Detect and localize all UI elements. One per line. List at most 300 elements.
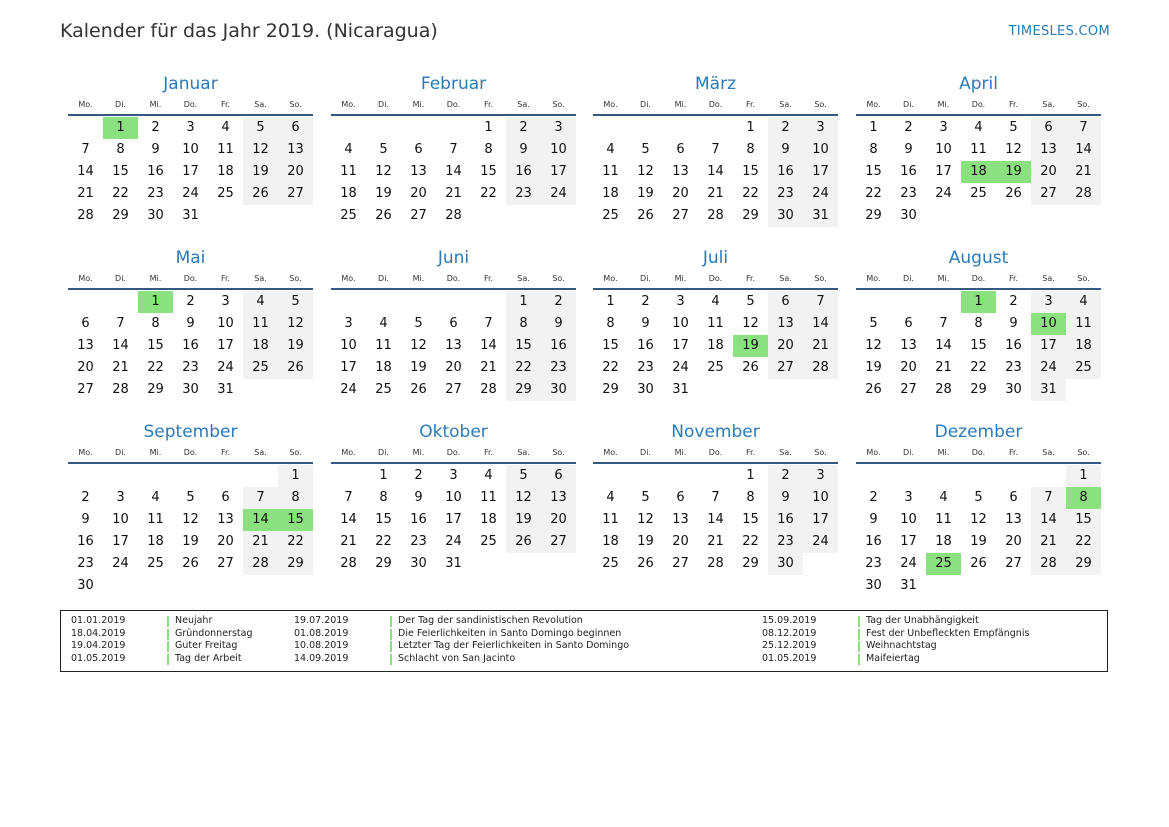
day-cell: 16 bbox=[506, 161, 541, 183]
weekday-header bbox=[331, 270, 576, 290]
day-grid bbox=[856, 465, 1101, 597]
weekday-label: So. bbox=[814, 100, 827, 109]
day-cell: 5 bbox=[414, 316, 423, 331]
day-cell: 7 bbox=[711, 142, 720, 157]
day-cell: 28 bbox=[445, 208, 462, 223]
day-cell: 25 bbox=[707, 360, 724, 375]
day-cell: 24 bbox=[1031, 357, 1066, 379]
day-cell: 11 bbox=[707, 316, 724, 331]
day-cell: 11 bbox=[935, 512, 952, 527]
day-cell: 15 bbox=[480, 164, 497, 179]
weekday-label: Fr. bbox=[745, 100, 756, 109]
day-cell: 26 bbox=[970, 556, 987, 571]
day-cell: 11 bbox=[970, 142, 987, 157]
day-cell: 28 bbox=[707, 208, 724, 223]
day-cell: 22 bbox=[865, 186, 882, 201]
day-grid bbox=[68, 117, 313, 227]
empty-cell bbox=[996, 465, 1031, 487]
day-cell: 27 bbox=[217, 556, 234, 571]
month-9 bbox=[68, 420, 313, 597]
weekday-label: Fr. bbox=[1008, 448, 1019, 457]
weekday-label: Mo. bbox=[603, 448, 618, 457]
empty-cell bbox=[173, 465, 208, 487]
day-cell: 2 bbox=[1009, 294, 1018, 309]
day-cell: 23 bbox=[768, 183, 803, 205]
day-cell: 25 bbox=[1066, 357, 1101, 379]
day-cell: 7 bbox=[484, 316, 493, 331]
day-cell: 5 bbox=[641, 142, 650, 157]
day-cell: 11 bbox=[480, 490, 497, 505]
day-cell: 20 bbox=[1031, 161, 1066, 183]
day-cell: 29 bbox=[506, 379, 541, 401]
weekday-label: Di. bbox=[115, 100, 126, 109]
day-cell: 24 bbox=[672, 360, 689, 375]
month-8 bbox=[856, 246, 1101, 401]
month-name: Dezember bbox=[934, 422, 1023, 442]
day-cell: 21 bbox=[935, 360, 952, 375]
day-cell: 5 bbox=[974, 490, 983, 505]
day-cell: 24 bbox=[340, 382, 357, 397]
empty-cell bbox=[331, 291, 366, 313]
day-cell: 19 bbox=[375, 186, 392, 201]
holiday-marker bbox=[167, 629, 169, 640]
day-cell: 18 bbox=[147, 534, 164, 549]
holiday-row bbox=[294, 628, 629, 641]
day-cell: 16 bbox=[182, 338, 199, 353]
day-cell: 17 bbox=[672, 338, 689, 353]
day-grid bbox=[331, 465, 576, 575]
day-cell: 16 bbox=[637, 338, 654, 353]
month-name: November bbox=[671, 422, 760, 442]
day-cell: 25 bbox=[147, 556, 164, 571]
day-grid bbox=[856, 291, 1101, 401]
day-cell: 11 bbox=[1066, 313, 1101, 335]
day-cell: 9 bbox=[1009, 316, 1018, 331]
weekday-label: Mo. bbox=[341, 448, 356, 457]
weekday-label: Sa. bbox=[254, 448, 267, 457]
day-cell: 8 bbox=[974, 316, 983, 331]
weekday-header bbox=[68, 270, 313, 290]
day-cell: 8 bbox=[379, 490, 388, 505]
weekday-label: Do. bbox=[446, 274, 461, 283]
empty-cell bbox=[926, 465, 961, 487]
month-name: Mai bbox=[175, 248, 206, 268]
weekday-label: Di. bbox=[378, 448, 389, 457]
weekday-label: Do. bbox=[183, 448, 198, 457]
holiday-day-cell: 8 bbox=[1066, 487, 1101, 509]
weekday-label: Mi. bbox=[412, 448, 425, 457]
day-cell: 27 bbox=[672, 208, 689, 223]
weekday-label: Sa. bbox=[1042, 448, 1055, 457]
day-cell: 9 bbox=[869, 512, 878, 527]
day-cell: 8 bbox=[151, 316, 160, 331]
day-cell: 16 bbox=[768, 161, 803, 183]
weekday-label: Fr. bbox=[745, 448, 756, 457]
holiday-row bbox=[71, 640, 252, 653]
day-cell: 28 bbox=[707, 556, 724, 571]
day-cell: 31 bbox=[445, 556, 462, 571]
weekday-header bbox=[593, 96, 838, 116]
day-cell: 21 bbox=[445, 186, 462, 201]
day-cell: 7 bbox=[939, 316, 948, 331]
day-cell: 28 bbox=[1031, 553, 1066, 575]
day-cell: 15 bbox=[742, 512, 759, 527]
day-cell: 31 bbox=[900, 578, 917, 593]
day-cell: 4 bbox=[221, 120, 230, 135]
holiday-row bbox=[71, 628, 252, 641]
holiday-date: 19.07.2019 bbox=[294, 615, 349, 626]
day-cell: 6 bbox=[449, 316, 458, 331]
day-cell: 27 bbox=[672, 556, 689, 571]
empty-cell bbox=[1031, 465, 1066, 487]
day-cell: 4 bbox=[484, 468, 493, 483]
day-cell: 22 bbox=[970, 360, 987, 375]
day-cell: 7 bbox=[711, 490, 720, 505]
day-cell: 11 bbox=[340, 164, 357, 179]
day-cell: 5 bbox=[379, 142, 388, 157]
day-cell: 11 bbox=[375, 338, 392, 353]
day-cell: 5 bbox=[243, 117, 278, 139]
day-cell: 12 bbox=[865, 338, 882, 353]
month-name: Januar bbox=[163, 74, 218, 94]
holiday-date: 01.05.2019 bbox=[762, 652, 817, 664]
weekday-label: Do. bbox=[183, 274, 198, 283]
day-cell: 30 bbox=[900, 208, 917, 223]
holiday-column bbox=[71, 615, 252, 665]
empty-cell bbox=[331, 117, 366, 139]
day-cell: 10 bbox=[445, 490, 462, 505]
weekday-label: Di. bbox=[378, 100, 389, 109]
empty-cell bbox=[698, 465, 733, 487]
day-cell: 9 bbox=[186, 316, 195, 331]
day-cell: 25 bbox=[602, 208, 619, 223]
weekday-label: Mi. bbox=[149, 448, 162, 457]
weekday-label: So. bbox=[814, 448, 827, 457]
weekday-header bbox=[593, 270, 838, 290]
day-cell: 24 bbox=[541, 183, 576, 205]
holiday-column bbox=[762, 615, 1029, 665]
weekday-label: Di. bbox=[115, 274, 126, 283]
holiday-name: Letzter Tag der Feierlichkeiten in Santo Domingo bbox=[398, 640, 630, 651]
day-cell: 12 bbox=[637, 164, 654, 179]
day-cell: 16 bbox=[900, 164, 917, 179]
day-cell: 14 bbox=[340, 512, 357, 527]
day-cell: 18 bbox=[935, 534, 952, 549]
weekday-label: Do. bbox=[708, 100, 723, 109]
day-cell: 14 bbox=[1066, 139, 1101, 161]
day-cell: 16 bbox=[541, 335, 576, 357]
day-cell: 13 bbox=[278, 139, 313, 161]
day-cell: 30 bbox=[182, 382, 199, 397]
weekday-label: Do. bbox=[446, 448, 461, 457]
day-cell: 12 bbox=[637, 512, 654, 527]
holiday-row bbox=[71, 615, 252, 628]
empty-cell bbox=[68, 117, 103, 139]
weekday-label: Mo. bbox=[78, 100, 93, 109]
holiday-date: 15.09.2019 bbox=[762, 615, 817, 626]
day-cell: 4 bbox=[606, 490, 615, 505]
holiday-date: 01.08.2019 bbox=[294, 627, 349, 639]
weekday-label: Mi. bbox=[937, 100, 950, 109]
day-cell: 25 bbox=[217, 186, 234, 201]
weekday-label: Fr. bbox=[1008, 100, 1019, 109]
day-cell: 30 bbox=[637, 382, 654, 397]
day-cell: 2 bbox=[768, 465, 803, 487]
day-cell: 31 bbox=[672, 382, 689, 397]
weekday-header bbox=[331, 444, 576, 464]
day-cell: 18 bbox=[707, 338, 724, 353]
weekday-label: Mo. bbox=[78, 274, 93, 283]
day-cell: 30 bbox=[1005, 382, 1022, 397]
day-cell: 30 bbox=[768, 205, 803, 227]
month-name: April bbox=[959, 74, 998, 94]
day-grid bbox=[68, 291, 313, 401]
day-cell: 23 bbox=[1005, 360, 1022, 375]
day-cell: 5 bbox=[278, 291, 313, 313]
holiday-marker bbox=[167, 641, 169, 652]
month-5 bbox=[68, 246, 313, 401]
day-cell: 10 bbox=[217, 316, 234, 331]
day-cell: 13 bbox=[768, 313, 803, 335]
day-grid bbox=[593, 465, 838, 575]
day-cell: 22 bbox=[480, 186, 497, 201]
holiday-marker bbox=[858, 654, 860, 665]
day-cell: 22 bbox=[375, 534, 392, 549]
weekday-label: Mi. bbox=[937, 274, 950, 283]
day-cell: 3 bbox=[803, 465, 838, 487]
weekday-label: Mo. bbox=[866, 274, 881, 283]
day-cell: 17 bbox=[112, 534, 129, 549]
empty-cell bbox=[68, 291, 103, 313]
day-cell: 8 bbox=[278, 487, 313, 509]
day-cell: 26 bbox=[1005, 186, 1022, 201]
holiday-date: 01.05.2019 bbox=[71, 652, 126, 664]
day-cell: 10 bbox=[803, 139, 838, 161]
holiday-name: Neujahr bbox=[175, 615, 213, 626]
day-cell: 31 bbox=[1031, 379, 1066, 401]
empty-cell bbox=[663, 117, 698, 139]
weekday-label: Fr. bbox=[220, 274, 231, 283]
holiday-name: Fest der Unbefleckten Empfängnis bbox=[866, 627, 1030, 639]
day-cell: 27 bbox=[541, 531, 576, 553]
day-cell: 14 bbox=[803, 313, 838, 335]
day-cell: 22 bbox=[112, 186, 129, 201]
weekday-label: So. bbox=[289, 100, 302, 109]
day-cell: 26 bbox=[865, 382, 882, 397]
day-cell: 30 bbox=[768, 553, 803, 575]
day-cell: 25 bbox=[970, 186, 987, 201]
day-cell: 12 bbox=[243, 139, 278, 161]
day-cell: 19 bbox=[865, 360, 882, 375]
weekday-label: Sa. bbox=[517, 274, 530, 283]
empty-cell bbox=[961, 465, 996, 487]
weekday-label: Sa. bbox=[254, 100, 267, 109]
day-cell: 27 bbox=[77, 382, 94, 397]
day-grid bbox=[68, 465, 313, 597]
day-cell: 20 bbox=[672, 186, 689, 201]
day-cell: 28 bbox=[112, 382, 129, 397]
day-grid bbox=[856, 117, 1101, 227]
holiday-day-cell: 15 bbox=[278, 509, 313, 531]
weekday-label: So. bbox=[552, 100, 565, 109]
day-cell: 12 bbox=[742, 316, 759, 331]
weekday-label: Do. bbox=[183, 100, 198, 109]
day-cell: 4 bbox=[344, 142, 353, 157]
day-cell: 18 bbox=[602, 534, 619, 549]
day-cell: 14 bbox=[707, 512, 724, 527]
day-cell: 29 bbox=[375, 556, 392, 571]
weekday-label: Di. bbox=[903, 448, 914, 457]
day-cell: 15 bbox=[506, 335, 541, 357]
holiday-day-cell: 19 bbox=[996, 161, 1031, 183]
day-cell: 28 bbox=[935, 382, 952, 397]
day-cell: 3 bbox=[449, 468, 458, 483]
weekday-label: Di. bbox=[903, 100, 914, 109]
holiday-day-cell: 19 bbox=[733, 335, 768, 357]
day-cell: 4 bbox=[974, 120, 983, 135]
day-cell: 8 bbox=[116, 142, 125, 157]
holiday-date: 14.09.2019 bbox=[294, 652, 349, 664]
day-cell: 21 bbox=[707, 534, 724, 549]
day-cell: 16 bbox=[768, 509, 803, 531]
holiday-marker bbox=[858, 629, 860, 640]
weekday-label: So. bbox=[289, 448, 302, 457]
holiday-row bbox=[762, 628, 1029, 641]
day-cell: 27 bbox=[768, 357, 803, 379]
weekday-label: Fr. bbox=[220, 100, 231, 109]
weekday-label: Mo. bbox=[603, 100, 618, 109]
holiday-name: Tag der Arbeit bbox=[175, 652, 242, 664]
weekday-label: Di. bbox=[903, 274, 914, 283]
day-cell: 21 bbox=[480, 360, 497, 375]
day-cell: 15 bbox=[970, 338, 987, 353]
day-cell: 4 bbox=[606, 142, 615, 157]
day-cell: 21 bbox=[243, 531, 278, 553]
day-cell: 3 bbox=[541, 117, 576, 139]
day-cell: 10 bbox=[803, 487, 838, 509]
weekday-label: Mo. bbox=[341, 274, 356, 283]
day-cell: 17 bbox=[217, 338, 234, 353]
day-cell: 17 bbox=[935, 164, 952, 179]
day-cell: 8 bbox=[869, 142, 878, 157]
holiday-day-cell: 18 bbox=[961, 161, 996, 183]
holiday-row bbox=[762, 615, 1029, 628]
day-cell: 15 bbox=[147, 338, 164, 353]
day-cell: 26 bbox=[278, 357, 313, 379]
day-cell: 17 bbox=[541, 161, 576, 183]
day-cell: 14 bbox=[445, 164, 462, 179]
weekday-label: Di. bbox=[378, 274, 389, 283]
day-cell: 2 bbox=[904, 120, 913, 135]
empty-cell bbox=[891, 291, 926, 313]
day-cell: 15 bbox=[865, 164, 882, 179]
day-cell: 3 bbox=[344, 316, 353, 331]
day-cell: 28 bbox=[1066, 183, 1101, 205]
weekday-label: So. bbox=[552, 448, 565, 457]
day-cell: 4 bbox=[711, 294, 720, 309]
day-cell: 11 bbox=[217, 142, 234, 157]
day-cell: 23 bbox=[147, 186, 164, 201]
month-12 bbox=[856, 420, 1101, 597]
day-cell: 21 bbox=[1066, 161, 1101, 183]
day-cell: 9 bbox=[151, 142, 160, 157]
weekday-label: Sa. bbox=[517, 448, 530, 457]
day-cell: 27 bbox=[278, 183, 313, 205]
day-cell: 26 bbox=[410, 382, 427, 397]
day-cell: 2 bbox=[186, 294, 195, 309]
empty-cell bbox=[593, 117, 628, 139]
empty-cell bbox=[436, 117, 471, 139]
holiday-row bbox=[294, 615, 629, 628]
day-cell: 11 bbox=[602, 512, 619, 527]
day-cell: 3 bbox=[904, 490, 913, 505]
day-cell: 18 bbox=[602, 186, 619, 201]
month-1 bbox=[68, 72, 313, 227]
day-cell: 29 bbox=[1066, 553, 1101, 575]
empty-cell bbox=[331, 465, 366, 487]
day-cell: 23 bbox=[768, 531, 803, 553]
day-cell: 13 bbox=[445, 338, 462, 353]
day-cell: 19 bbox=[243, 161, 278, 183]
weekday-label: Sa. bbox=[1042, 274, 1055, 283]
empty-cell bbox=[856, 291, 891, 313]
day-cell: 2 bbox=[506, 117, 541, 139]
day-cell: 11 bbox=[602, 164, 619, 179]
weekday-label: Mi. bbox=[412, 274, 425, 283]
day-cell: 24 bbox=[803, 531, 838, 553]
day-cell: 12 bbox=[506, 487, 541, 509]
weekday-label: Sa. bbox=[779, 274, 792, 283]
day-cell: 2 bbox=[541, 291, 576, 313]
month-name: Juni bbox=[437, 248, 470, 268]
day-cell: 17 bbox=[182, 164, 199, 179]
day-cell: 21 bbox=[112, 360, 129, 375]
day-cell: 17 bbox=[900, 534, 917, 549]
weekday-header bbox=[68, 96, 313, 116]
day-cell: 13 bbox=[217, 512, 234, 527]
day-cell: 2 bbox=[768, 117, 803, 139]
day-cell: 12 bbox=[278, 313, 313, 335]
holiday-row bbox=[762, 653, 1029, 666]
day-cell: 22 bbox=[147, 360, 164, 375]
day-cell: 20 bbox=[410, 186, 427, 201]
day-cell: 24 bbox=[803, 183, 838, 205]
day-cell: 19 bbox=[970, 534, 987, 549]
weekday-label: Do. bbox=[971, 448, 986, 457]
day-cell: 26 bbox=[506, 531, 541, 553]
day-cell: 19 bbox=[410, 360, 427, 375]
day-cell: 2 bbox=[151, 120, 160, 135]
day-cell: 1 bbox=[278, 465, 313, 487]
day-cell: 18 bbox=[375, 360, 392, 375]
weekday-label: Mi. bbox=[412, 100, 425, 109]
day-cell: 7 bbox=[1031, 487, 1066, 509]
brand-link[interactable]: TIMESLES.COM bbox=[1008, 24, 1110, 39]
weekday-label: Sa. bbox=[254, 274, 267, 283]
weekday-header bbox=[856, 96, 1101, 116]
holiday-marker bbox=[167, 654, 169, 665]
day-cell: 27 bbox=[445, 382, 462, 397]
holiday-marker bbox=[858, 641, 860, 652]
day-cell: 28 bbox=[803, 357, 838, 379]
day-cell: 27 bbox=[410, 208, 427, 223]
day-cell: 6 bbox=[676, 142, 685, 157]
empty-cell bbox=[891, 465, 926, 487]
day-cell: 3 bbox=[221, 294, 230, 309]
weekday-label: Do. bbox=[708, 274, 723, 283]
day-cell: 22 bbox=[506, 357, 541, 379]
day-cell: 26 bbox=[637, 556, 654, 571]
